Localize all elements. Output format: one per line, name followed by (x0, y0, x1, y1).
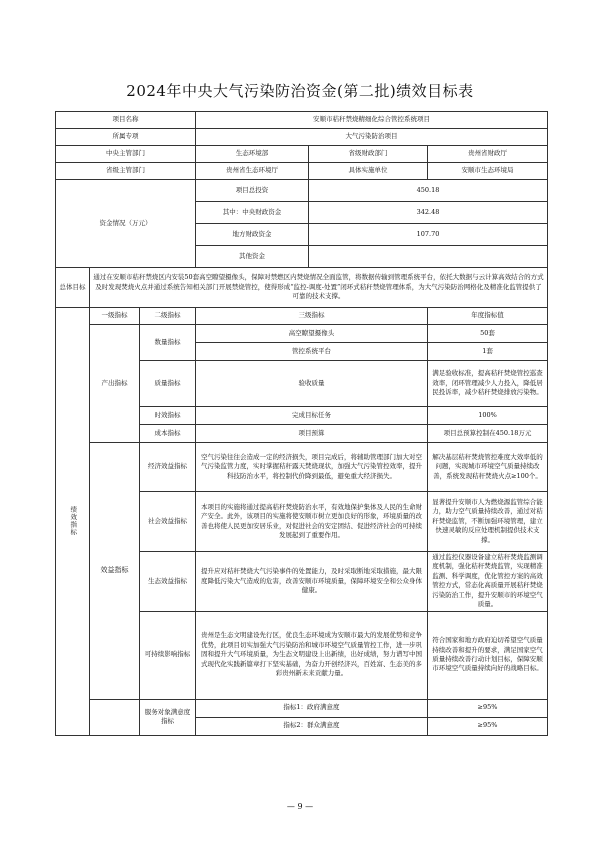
quality-item-value: 满足验收标准，提高秸秆焚烧管控巡查效率，闭环管理减少人力投入，降低居民投诉率，减少秸秆焚烧排放污染物。 (428, 361, 548, 407)
row-central-dept (56, 146, 548, 163)
satisfaction-item-value: ≥95% (428, 717, 548, 735)
sustainable-desc: 贵州是生态文明建设先行区，优良生态环境成为安顺市最大的发展优势和竞争优势，此项目切实加强大气污染防治和城市环境空气质量管控工作，进一步巩固和提升大气环境质量，为生态文明建设上出新绩，出好成绩，努力谱写中国式现代化实践新篇章打下坚实基础，为奋力开创经济兴，百姓富、生态美的多彩贵州新未来贡献力量。 (196, 611, 428, 699)
quality-indicator-label: 质量指标 (140, 361, 196, 407)
page-title: 2024年中央大气污染防治资金(第二批)绩效目标表 (126, 82, 474, 100)
time-item-name: 完成目标任务 (196, 407, 428, 425)
satisfaction-indicator-label: 服务对象满意度指标 (140, 699, 196, 735)
time-item-value: 100% (428, 407, 548, 425)
quantity-item-value: 50套 (428, 325, 548, 343)
performance-indicator-text: 绩效指标 (69, 506, 78, 537)
row-satisfaction-1 (56, 699, 548, 717)
funds-item-amount: 107.70 (309, 224, 548, 246)
row-province-dept (56, 163, 548, 180)
province-dept-label: 省级主管部门 (56, 163, 196, 180)
row-special (56, 129, 548, 146)
impl-unit-label: 具体实施单位 (309, 163, 428, 180)
row-project-name (56, 112, 548, 129)
social-indicator-label: 社会效益指标 (140, 492, 196, 552)
header-level2: 二级指标 (140, 308, 196, 325)
row-funds-total (56, 180, 548, 202)
quality-item-name: 验收质量 (196, 361, 428, 407)
header-target: 年度指标值 (428, 308, 548, 325)
province-dept-value: 贵州省生态环境厅 (196, 163, 309, 180)
funds-item-name: 项目总投资 (196, 180, 309, 202)
performance-target-table (55, 111, 548, 736)
economic-value: 解决基层秸秆焚烧管控难度大效率低的问题，实现城市环境空气质量持续改善，系统发现秸秆焚烧火点≥100个。 (428, 443, 548, 492)
sustainable-value: 符合国家和地方政府迫切希望空气质量持续改善和提升的要求，满足国家空气质量持续改善行动计划目标，保障安顺市环境空气质量持续向好的战略目标。 (428, 611, 548, 699)
quantity-item-name: 高空瞭望摄像头 (196, 325, 428, 343)
economic-desc: 空气污染往往会造成一定的经济损失，项目完成后，将辅助管理部门加大对空气污染监管力度，实时掌握秸秆露天焚烧现状，加强大气污染管控效率，提升科技防治水平，将控制代价降到最低，避免重大经济损失。 (196, 443, 428, 492)
output-indicator-label: 产出指标 (90, 325, 140, 443)
overall-goal-label: 总体目标 (56, 268, 90, 308)
funds-label: 资金情况（万元） (56, 180, 196, 268)
funds-item-name: 其他资金 (196, 246, 309, 268)
header-level3: 三级指标 (196, 308, 428, 325)
quantity-item-name: 管控系统平台 (196, 343, 428, 361)
finance-dept-value: 贵州省财政厅 (428, 146, 548, 163)
economic-indicator-label: 经济效益指标 (140, 443, 196, 492)
effect-indicator-label (90, 443, 140, 700)
funds-item-name: 地方财政资金 (196, 224, 309, 246)
row-indicator-headers (56, 308, 548, 325)
ecological-value: 通过监控仪器设备建立秸秆焚烧监测调度机制，强化秸秆焚烧监管，实现精准监测、科学调度，优化管控方案的高效管控方式，常态化高质量开展秸秆焚烧污染防治工作，提升安顺市的环境空气质量。 (428, 552, 548, 612)
quantity-indicator-label: 数量指标 (140, 325, 196, 361)
project-name-value: 安顺市秸秆禁烧精细化综合管控系统项目 (196, 112, 548, 129)
satisfaction-item-name: 指标2：群众满意度 (196, 717, 428, 735)
time-indicator-label: 时效指标 (140, 407, 196, 425)
row-economic (56, 443, 548, 492)
special-label: 所属专项 (56, 129, 196, 146)
funds-item-amount: 342.48 (309, 202, 548, 224)
central-dept-label: 中央主管部门 (56, 146, 196, 163)
cost-indicator-label: 成本指标 (140, 425, 196, 443)
satisfaction-blank (90, 699, 140, 735)
social-value: 显著提升安顺市人为燃烧源监管综合能力，助力空气质量持续改善，通过对秸秆焚烧监管，不断加强环境管理，建立快速灵敏的反应处理机制提供技术支撑。 (428, 492, 548, 552)
satisfaction-item-value: ≥95% (428, 699, 548, 717)
social-desc: 本项目的实施将通过提高秸秆焚烧防治水平，有效地保护集体及人民的生命财产安全。此外，该项目的实施将使安顺市树立更加良好的形象，环境质量的改善也将使人民更加安居乐业，对促进社会的安定团结、促进经济社会的可持续发展起到了重要作用。 (196, 492, 428, 552)
row-quantity-1 (56, 325, 548, 343)
satisfaction-item-name: 指标1：政府满意度 (196, 699, 428, 717)
effect-indicator-text: 效益指标 (100, 565, 129, 574)
finance-dept-label: 省级财政部门 (309, 146, 428, 163)
cost-item-value: 项目总预算控制在450.18万元 (428, 425, 548, 443)
impl-unit-value: 安顺市生态环境局 (428, 163, 548, 180)
project-name-label: 项目名称 (56, 112, 196, 129)
central-dept-value: 生态环境部 (196, 146, 309, 163)
sustainable-indicator-label: 可持续影响指标 (140, 611, 196, 699)
special-value: 大气污染防治项目 (196, 129, 548, 146)
funds-item-amount (309, 246, 548, 268)
overall-goal-text: 通过在安顺市秸秆禁烧区内安装50套高空瞭望摄像头，保障对禁燃区内焚烧情况全面监管，将数据传输到管理系统平台，依托大数据与云计算高效结合的方式及时发现焚烧火点并通过系统告知相关部门开展禁烧管控，使得形成“监控-调度-处置”闭环式秸秆禁烧管理体系，为大气污染防治网格化及精准化监管提供了可靠的技术支撑。 (90, 268, 548, 308)
funds-item-amount: 450.18 (309, 180, 548, 202)
ecological-indicator-label: 生态效益指标 (140, 552, 196, 612)
quantity-item-value: 1套 (428, 343, 548, 361)
performance-indicator-label (56, 308, 90, 736)
row-overall-goal (56, 268, 548, 308)
ecological-desc: 提升应对秸秆焚烧大气污染事件的处置能力，及时采取断地采取措施，最大限度降低污染大气造成的危害，改善安顺市环境质量，保障环境安全和公众身体健康。 (196, 552, 428, 612)
cost-item-name: 项目预算 (196, 425, 428, 443)
funds-item-name: 其中：中央财政资金 (196, 202, 309, 224)
header-level1: 一级指标 (90, 308, 140, 325)
page-number: — 9 — (286, 802, 314, 811)
